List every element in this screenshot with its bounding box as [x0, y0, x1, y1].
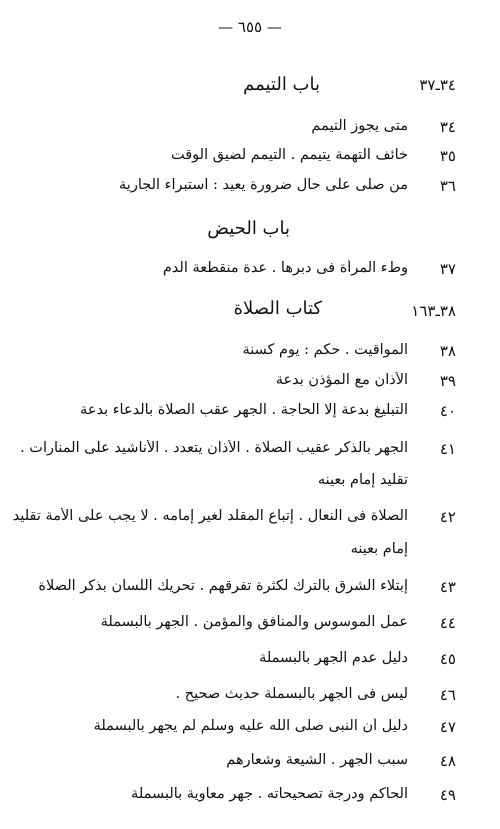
entry-page-number: ٣٥: [439, 147, 456, 165]
index-entry: [0, 118, 500, 146]
entry-page-number: ٤٥: [439, 650, 456, 668]
index-entry: [0, 402, 500, 430]
index-entry: [0, 718, 500, 746]
index-entry: [0, 752, 500, 780]
entry-text: الصلاة فى النعال . إتباع المقلد لغير إمامه . لا يجب على الأمة تقليد: [12, 508, 408, 524]
entry-page-number: ٤٦: [439, 686, 456, 704]
index-entry: [0, 372, 500, 400]
index-entry: [0, 508, 500, 536]
entry-text: المواقيت . حكم : يوم كسنة: [242, 342, 408, 358]
entry-text: الجهر بالذكر عقيب الصلاة . الأذان يتعدد . الأناشيد على المنارات .: [20, 440, 408, 456]
entry-page-number: ٤٣: [439, 578, 456, 596]
entry-page-number: ٣٧: [439, 260, 456, 278]
entry-page-number: ٤٤: [439, 614, 456, 632]
entry-text: الحاكم ودرجة تصحيحاته . جهر معاوية بالبسملة: [131, 786, 408, 802]
entry-page-number: ٣٤: [439, 118, 456, 136]
entry-text: دليل عدم الجهر بالبسملة: [259, 650, 408, 666]
index-entry-continuation: [0, 541, 500, 569]
entry-page-number: ٤١: [439, 440, 456, 458]
index-entry: [0, 440, 500, 468]
index-entry-continuation: [0, 472, 500, 500]
section-heading-tayammum: باب التيمم: [243, 74, 320, 95]
index-entry: [0, 786, 500, 814]
entry-text: سبب الجهر . الشيعة وشعارهم: [226, 752, 408, 768]
section-heading-salat: كتاب الصلاة: [233, 298, 322, 319]
entry-text: خائف التهمة يتيمم . التيمم لضيق الوقت: [171, 147, 408, 163]
entry-text: من صلى على حال ضرورة يعيد : استبراء الجارية: [119, 177, 408, 193]
entry-page-number: ٣٨: [439, 342, 456, 360]
entry-page-number: ٣٦: [439, 177, 456, 195]
entry-text: وطء المرأة فى دبرها . عدة منقطعة الدم: [162, 260, 408, 276]
index-entry: [0, 614, 500, 642]
entry-text: ليس فى الجهر بالبسملة حديث صحيح .: [175, 686, 408, 702]
section-range-salat: ٣٨ـ١٦٣: [411, 302, 456, 320]
page-number: — ٦٥٥ —: [218, 18, 282, 36]
entry-text: عمل الموسوس والمنافق والمؤمن . الجهر بالبسملة: [100, 614, 408, 630]
entry-text: الأذان مع المؤذن بدعة: [275, 372, 408, 388]
index-entry: [0, 578, 500, 606]
entry-text: متى يجوز التيمم: [311, 118, 408, 134]
entry-text: التبليغ بدعة إلا الحاجة . الجهر عقب الصلاة بالدعاء بدعة: [80, 402, 408, 418]
section-heading-hayd: باب الحيض: [207, 218, 290, 239]
index-entry: [0, 260, 500, 288]
entry-text: دليل أن النبى صلى الله عليه وسلم لم يجهر بالبسملة: [93, 718, 408, 734]
index-entry: [0, 147, 500, 175]
index-entry: [0, 650, 500, 678]
section-range-tayammum: ٣٤ـ٣٧: [419, 76, 456, 94]
index-entry: [0, 177, 500, 205]
entry-page-number: ٣٩: [439, 372, 456, 390]
entry-page-number: ٤٧: [439, 718, 456, 736]
entry-page-number: ٤٩: [439, 786, 456, 804]
entry-page-number: ٤٨: [439, 752, 456, 770]
entry-page-number: ٤٢: [439, 508, 456, 526]
entry-text: تقليد إمام بعينه: [317, 472, 408, 488]
index-entry: [0, 686, 500, 714]
entry-text: إبتلاء الشرق بالترك لكثرة تفرقهم . تحريك اللسان بذكر الصلاة: [38, 578, 408, 594]
entry-text: إمام بعينه: [350, 541, 408, 557]
entry-page-number: ٤٠: [439, 402, 456, 420]
index-entry: [0, 342, 500, 370]
